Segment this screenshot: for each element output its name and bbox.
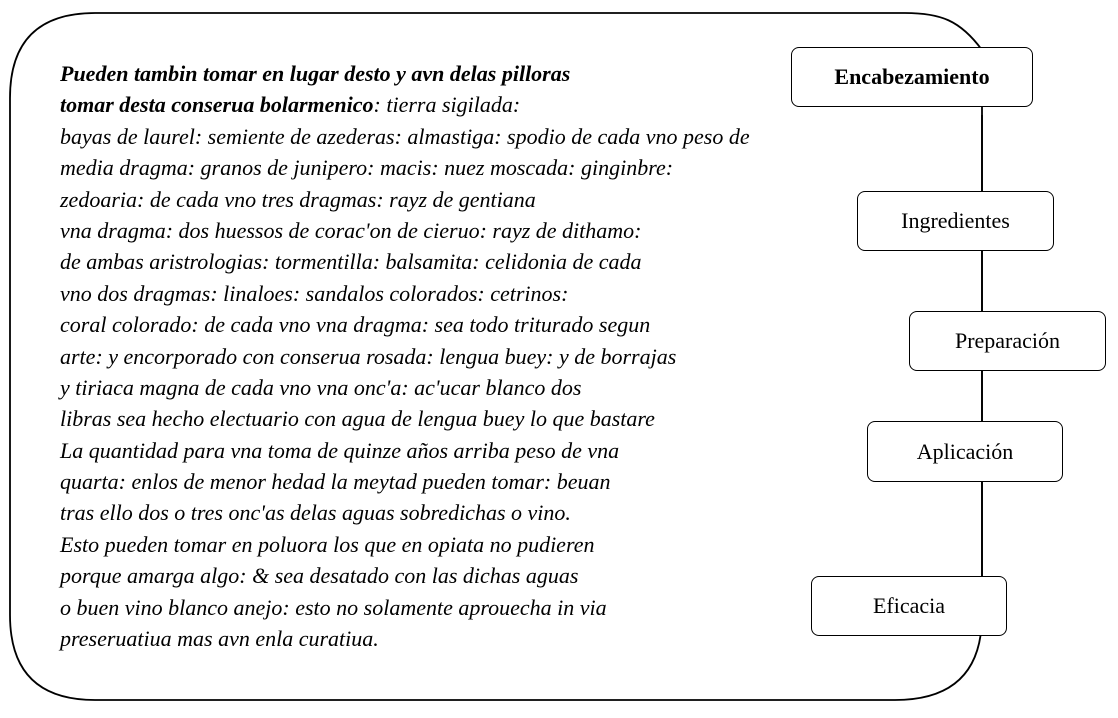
heading-bold-text-2: tomar desta conserua bolarmenico: [60, 92, 374, 118]
recipe-line: y tiriaca magna de cada vno vna onc'a: ac'ucar blanco dos: [60, 374, 582, 400]
label-encabezamiento: Encabezamiento: [791, 47, 1033, 107]
heading-bold-text-1: Pueden tambin tomar en lugar desto y avn delas pilloras: [60, 61, 571, 86]
recipe-line: coral colorado: de cada vno vna dragma: sea todo triturado segun: [60, 312, 651, 338]
recipe-line: media dragma: granos de junipero: macis: nuez moscada: ginginbre:: [60, 155, 674, 181]
recipe-line: quarta: enlos de menor hedad la meytad pueden tomar: beuan: [60, 469, 611, 495]
recipe-line: arte: y encorporado con conserua rosada: lengua buey: y de borrajas: [60, 343, 677, 369]
recipe-line: de ambas aristrologias: tormentilla: balsamita: celidonia de cada: [60, 249, 642, 275]
recipe-line: zedoaria: de cada vno tres dragmas: rayz de gentiana: [60, 186, 536, 212]
label-preparacion: Preparación: [909, 311, 1106, 371]
recipe-line: porque amarga algo: & sea desatado con las dichas aguas: [60, 563, 579, 589]
recipe-line: preseruatiua mas avn enla curatiua.: [60, 626, 379, 652]
recipe-line: bayas de laurel: semiente de azederas: almastiga: spodio de cada vno peso de: [60, 123, 750, 149]
recipe-line: libras sea hecho electuario con agua de lengua buey lo que bastare: [60, 406, 655, 432]
recipe-text-block: [60, 58, 960, 654]
recipe-line: o buen vino blanco anejo: esto no solamente aprouecha in via: [60, 594, 607, 620]
heading-line-2-rest: : tierra sigilada:: [373, 92, 521, 118]
recipe-line: vno dos dragmas: linaloes: sandalos colorados: cetrinos:: [60, 280, 569, 306]
label-aplicacion: Aplicación: [867, 421, 1063, 482]
label-eficacia: Eficacia: [811, 576, 1007, 636]
recipe-line: vna dragma: dos huessos de corac'on de cieruo: rayz de dithamo:: [60, 217, 642, 243]
recipe-line: tras ello dos o tres onc'as delas aguas sobredichas o vino.: [60, 500, 571, 526]
label-ingredientes: Ingredientes: [857, 191, 1054, 251]
recipe-line: La quantidad para vna toma de quinze años arriba peso de vna: [60, 437, 620, 463]
recipe-line: Esto pueden tomar en poluora los que en opiata no pudieren: [60, 531, 595, 557]
